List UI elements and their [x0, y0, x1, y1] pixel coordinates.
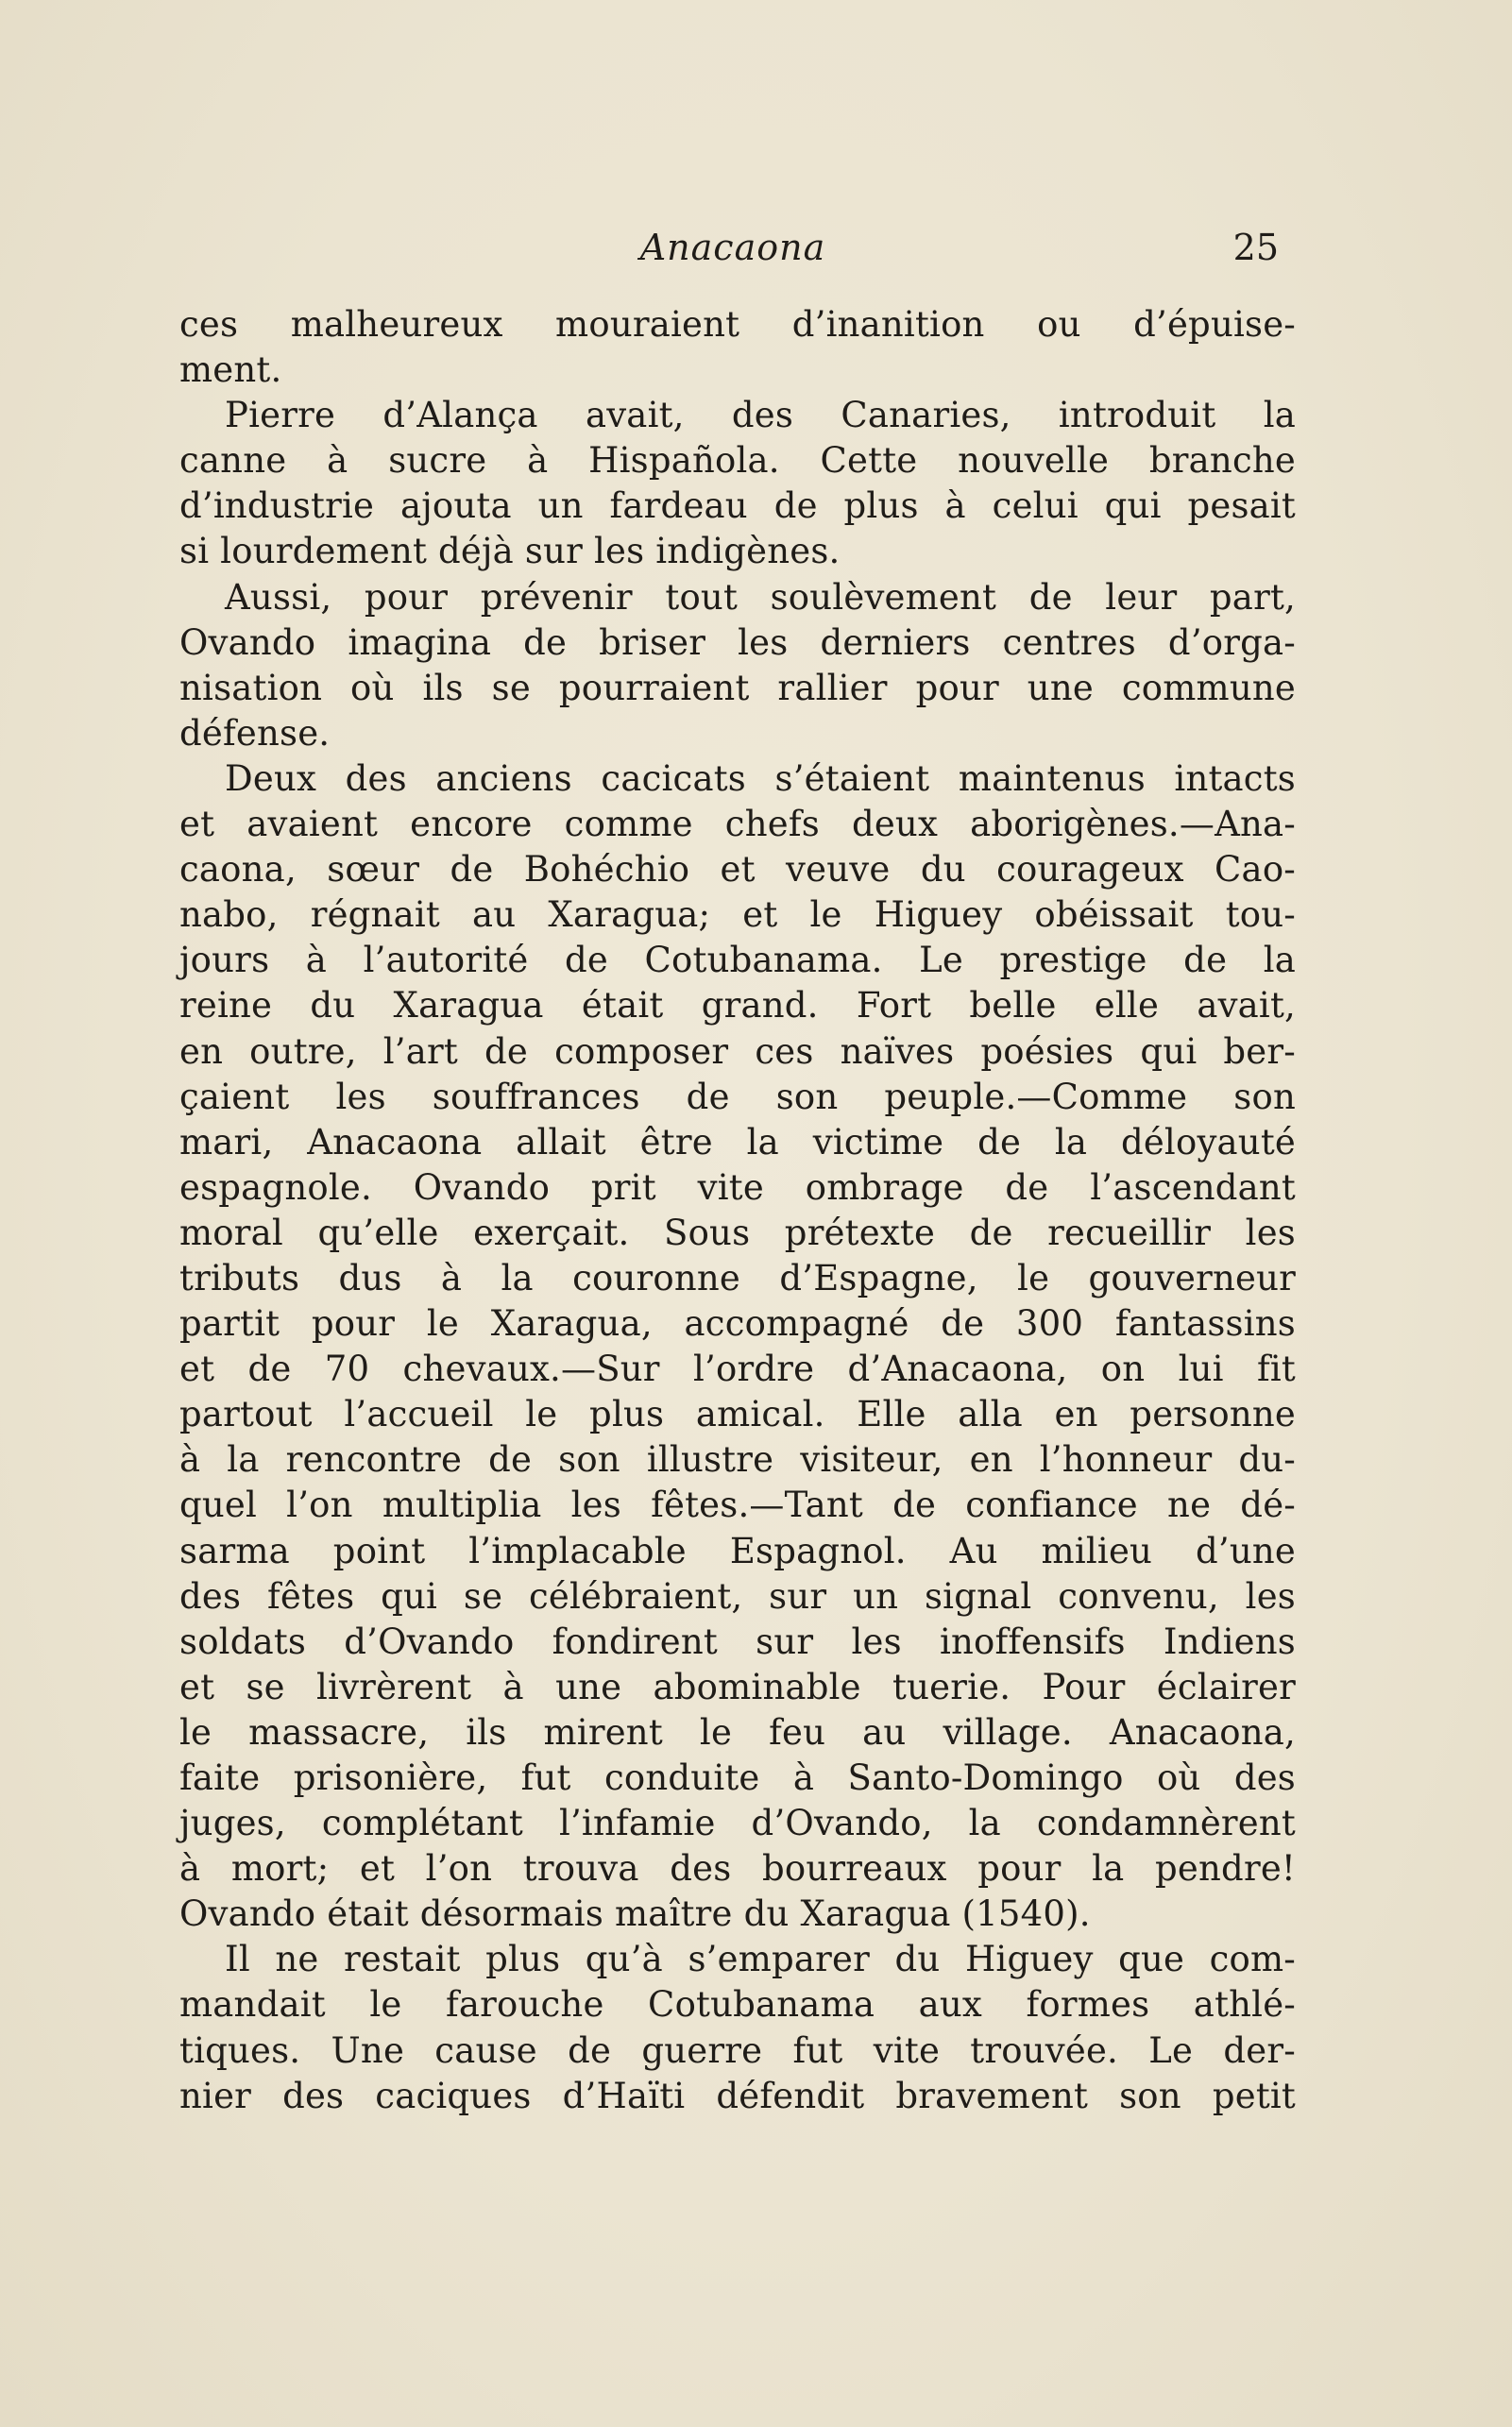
text-line: jours à l’autorité de Cotubanama. Le prestige de la	[179, 940, 1296, 981]
text-line: à la rencontre de son illustre visiteur, en l’honneur du-	[179, 1439, 1296, 1481]
text-line: espagnole. Ovando prit vite ombrage de l’ascendant	[179, 1166, 1296, 1208]
text-line: des fêtes qui se célébraient, sur un signal convenu, les	[179, 1575, 1296, 1617]
text-line: soldats d’Ovando fondirent sur les inoffensifs Indiens	[179, 1621, 1296, 1662]
text-line: Aussi, pour prévenir tout soulèvement de leur part,	[225, 576, 1296, 618]
text-line: ment.	[179, 349, 282, 391]
text-line: nier des caciques d’Haïti défendit bravement son petit	[179, 2075, 1296, 2116]
text-line: partit pour le Xaragua, accompagné de 300 fantassins	[179, 1303, 1296, 1345]
text-line: Ovando imagina de briser les derniers centres d’orga-	[179, 621, 1296, 663]
text-line: défense.	[179, 712, 331, 754]
text-line: quel l’on multiplia les fêtes.—Tant de confiance ne dé-	[179, 1485, 1296, 1526]
text-line: Il ne restait plus qu’à s’emparer du Higuey que com-	[225, 1939, 1296, 1980]
text-line: et se livrèrent à une abominable tuerie. Pour éclairer	[179, 1666, 1296, 1707]
text-line: si lourdement déjà sur les indigènes.	[179, 531, 841, 572]
text-line: Deux des anciens cacicats s’étaient maintenus intacts	[225, 757, 1296, 799]
text-line: moral qu’elle exerçait. Sous prétexte de recueillir les	[179, 1212, 1296, 1253]
text-line: çaient les souffrances de son peuple.—Comme son	[179, 1076, 1296, 1117]
text-line: d’industrie ajouta un fardeau de plus à celui qui pesait	[179, 485, 1296, 527]
text-line: nisation où ils se pourraient rallier pour une commune	[179, 667, 1296, 708]
text-line: sarma point l’implacable Espagnol. Au milieu d’une	[179, 1530, 1296, 1571]
text-line: à mort; et l’on trouva des bourreaux pour la pendre!	[179, 1848, 1296, 1890]
text-line: ces malheureux mouraient d’inanition ou d’épuise-	[179, 304, 1296, 345]
text-line: nabo, régnait au Xaragua; et le Higuey obéissait tou-	[179, 894, 1296, 936]
text-line: en outre, l’art de composer ces naïves poésies qui ber-	[179, 1030, 1296, 1072]
text-line: partout l’accueil le plus amical. Elle alla en personne	[179, 1394, 1296, 1435]
page-number: 25	[1232, 227, 1279, 268]
text-line: tiques. Une cause de guerre fut vite trouvée. Le der-	[179, 2029, 1296, 2071]
text-line: et de 70 chevaux.—Sur l’ordre d’Anacaona, on lui fit	[179, 1349, 1296, 1390]
text-line: et avaient encore comme chefs deux aborigènes.—Ana-	[179, 804, 1296, 845]
text-line: Ovando était désormais maître du Xaragua (1540).	[179, 1893, 1091, 1935]
text-line: reine du Xaragua était grand. Fort belle elle avait,	[179, 985, 1296, 1027]
text-line: mandait le farouche Cotubanama aux formes athlé-	[179, 1984, 1296, 2026]
text-line: tributs dus à la couronne d’Espagne, le gouverneur	[179, 1257, 1296, 1298]
body-text	[179, 302, 1296, 2119]
running-head	[179, 219, 1286, 276]
text-line: caona, sœur de Bohéchio et veuve du courageux Cao-	[179, 849, 1296, 891]
text-line: faite prisonière, fut conduite à Santo-Domingo où des	[179, 1757, 1296, 1798]
text-line: mari, Anacaona allait être la victime de la déloyauté	[179, 1121, 1296, 1163]
text-line: Pierre d’Alança avait, des Canaries, introduit la	[225, 395, 1296, 436]
running-title: Anacaona	[639, 227, 826, 268]
text-line: juges, complétant l’infamie d’Ovando, la condamnèrent	[179, 1803, 1296, 1844]
text-line: le massacre, ils mirent le feu au village. Anacaona,	[179, 1711, 1296, 1753]
text-line: canne à sucre à Hispañola. Cette nouvelle branche	[179, 440, 1296, 482]
